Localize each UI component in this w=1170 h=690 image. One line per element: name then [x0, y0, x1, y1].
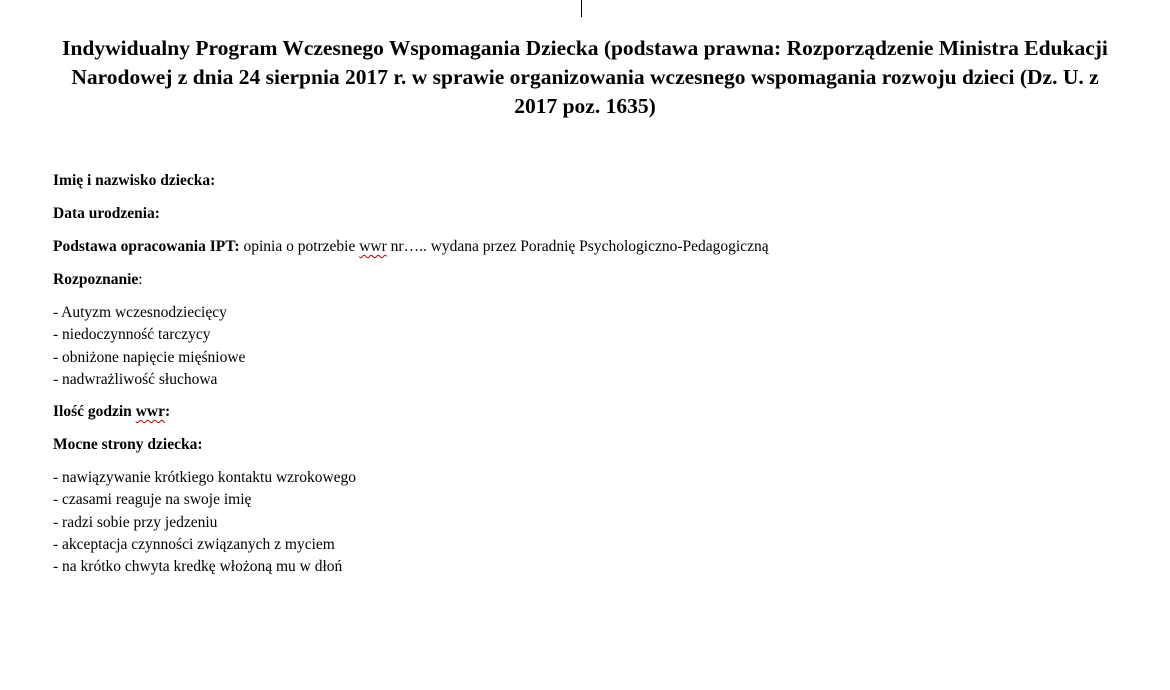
hours-field — [53, 401, 1113, 423]
basis-text-after: nr….. wydana przez Poradnię Psychologiczno-Pedagogiczną — [386, 238, 769, 255]
list-item: - czasami reaguje na swoje imię — [53, 491, 252, 509]
list-item: - nadwrażliwość słuchowa — [53, 370, 218, 388]
basis-text-before: opinia o potrzebie — [239, 238, 360, 255]
list-item: - Autyzm wczesnodziecięcy — [53, 304, 227, 321]
child-name-label: Imię i nazwisko dziecka: — [53, 172, 216, 189]
strengths-list — [53, 467, 1113, 578]
diagnosis-list — [53, 302, 1113, 391]
hours-label-colon: : — [164, 403, 171, 421]
strengths-label: Mocne strony dziecka: — [53, 436, 203, 454]
list-item: - radzi sobie przy jedzeniu — [53, 513, 218, 531]
list-item: - obniżone napięcie mięśniowe — [53, 348, 246, 366]
list-item: - akceptacja czynności związanych z myciem — [53, 536, 335, 554]
document-title: Indywidualny Program Wczesnego Wspomagania Dziecka (podstawa prawna: Rozporządzenie Ministra Edukacji Narodowej z dnia 24 sierpnia 2017 r. w sprawie organizowania wczesnego wspomagania rozwoju dzieci (Dz. U. z 2017 poz. 1635) — [62, 36, 1108, 118]
birth-date-label: Data urodzenia: — [53, 205, 160, 222]
list-item: - nawiązywanie krótkiego kontaktu wzrokowego — [53, 469, 357, 487]
birth-date-field — [53, 203, 1113, 225]
basis-field — [53, 236, 1113, 258]
document-body — [53, 170, 1113, 589]
diagnosis-label: Rozpoznanie — [53, 271, 139, 288]
diagnosis-colon: : — [138, 271, 143, 288]
list-item: - na krótko chwyta kredkę włożoną mu w dłoń — [53, 558, 343, 576]
strengths-field — [53, 434, 1113, 456]
basis-label: Podstawa opracowania IPT: — [53, 238, 240, 255]
diagnosis-field — [53, 269, 1113, 291]
child-name-field — [53, 170, 1113, 192]
hours-spell-word: wwr — [135, 403, 165, 421]
hours-label — [53, 403, 170, 420]
hours-label-text: Ilość godzin — [53, 403, 136, 421]
basis-spell-word: wwr — [359, 238, 387, 255]
text-cursor — [581, 0, 582, 17]
list-item: - niedoczynność tarczycy — [53, 326, 211, 344]
